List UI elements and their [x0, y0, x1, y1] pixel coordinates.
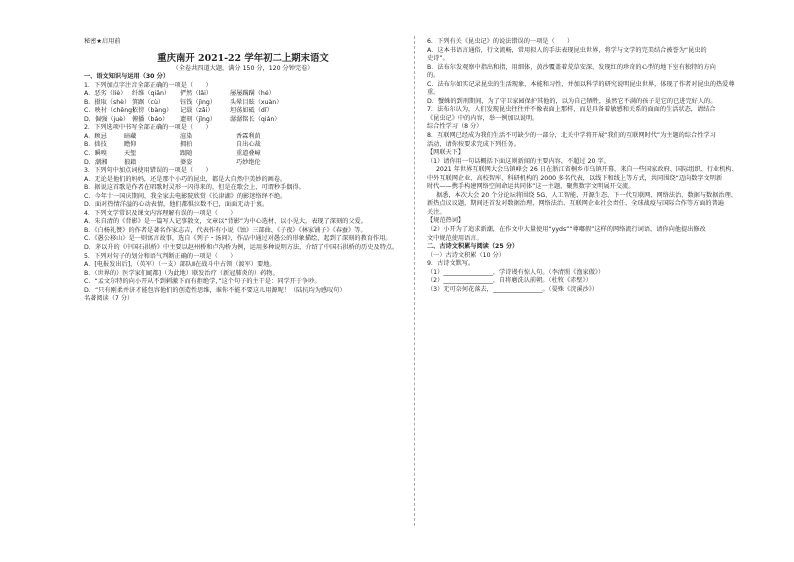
news-line: 中外互联网企业、高校智库、科研机构的 2000 多名代表，以线下和线上等方式，共同围绕“迈向数字文明新 — [427, 174, 723, 182]
news-line: 新热点议议题，期间还首发对数据治理、网络法治、互联网企业社会责任、全球战疫与国际合作等方面的普遍 — [427, 200, 724, 208]
option-cell: 拥拍 — [180, 141, 193, 149]
option-cell: 记载（zǎi） — [180, 107, 214, 115]
option-cell: 瞻仰 — [124, 141, 137, 149]
q2-option-row — [84, 150, 402, 159]
news-line: 据悉，本次大会 20 个分论坛将围绕 5G、人工智能、开源生态、下一代互联网、网络法治、数据与数据治理、 — [436, 191, 737, 199]
option-line: A．无论是他们的妈妈，还是那个小巧的昆虫，都是大自然中美妙的画卷。 — [84, 175, 287, 183]
fill-prefix: （1） — [427, 268, 444, 276]
option-cell: 坦荡如砥（dǐ） — [230, 107, 273, 115]
q2-option-row — [84, 141, 402, 150]
task-tag: 【规范热词】 — [427, 217, 465, 225]
right-column — [427, 38, 773, 294]
fill-suffix: ，学诗谩有惊人句。（李清照《渔家傲》） — [492, 268, 605, 276]
option-cell: 狼籍 — [124, 158, 137, 166]
question-1: 1．下列加点字注音全部正确的一项是（ ） — [84, 81, 212, 89]
fill-suffix: ，自将磨洗认前朝。（杜牧《赤壁》） — [492, 277, 592, 285]
option-line: A．这本书语言通俗，行文流畅，常用拟人的手法表现昆虫世界，将学与文学的完美结合被誉为“昆虫的 — [427, 46, 707, 54]
option-cell: C．瞬嗅 — [84, 150, 107, 158]
subsection-heading: 综合性学习（8 分） — [427, 123, 483, 131]
option-cell: 巧妙绝伦 — [236, 158, 261, 166]
news-line: 时代——携手构建网络空间命运共同体”这一主题，聚焦数字文明展开交流。 — [427, 183, 635, 191]
section-heading: 一、语文知识与运用（30 分） — [84, 73, 170, 81]
option-line: D．茅以升的《中国石拱桥》中主要以赵州桥和卢沟桥为例，运用多种说明方法，介绍了中国石拱桥的历史及特点。 — [84, 244, 399, 252]
option-cell: 屡屡蹒蹒（hé） — [230, 90, 275, 98]
question-7-cont: 《昆虫记》中的内容，举一例加以说明。 — [427, 114, 539, 122]
option-cell: D．倔强（juè） — [84, 115, 130, 123]
column-divider — [414, 36, 415, 526]
option-line: C．《愚公移山》是一则寓言故事，选自《列子・汤问》，作品中通过对愚公的形象描绘，起到了深刻的教育作用。 — [84, 235, 392, 243]
option-line: 的。 — [427, 72, 440, 80]
option-cell: 依傍（bàng） — [132, 107, 173, 115]
fill-blank[interactable]: ________________ — [443, 277, 493, 285]
task-1: （1）请你用一句话概括下面这则新闻的主要内容，不超过 20 字。 — [427, 157, 610, 165]
option-cell: A．顾忌 — [84, 132, 107, 140]
question-6: 6．下列有关《昆虫记》的说法错误的一项是（ ） — [427, 38, 574, 45]
question-2: 2．下列选项中书写全部正确的一项是（ ） — [84, 124, 212, 132]
section-heading: 二、古诗文积累与阅读（25 分） — [427, 243, 519, 251]
option-line: 史诗”。 — [427, 55, 449, 63]
secret-mark: 秘密★启用前 — [84, 38, 121, 45]
question-3: 3．下列句中加点词使用错误的一项是（ ） — [84, 167, 212, 175]
option-cell: A．恶劣（liè） — [84, 90, 127, 98]
option-line: C．今年十一国庆期间，我全家去电影院欣赏《长津湖》的影迷络绎不绝。 — [84, 192, 287, 200]
subsection-heading: （一）古诗文积累（10 分） — [427, 251, 505, 259]
option-cell: 头晕目眩（xuàn） — [230, 98, 283, 106]
option-cell: 渲染 — [180, 132, 193, 140]
option-line: A．朱自清的《背影》是一篇写人记事散文，文章以“背影”为中心选材，以小见大，表现了深刻的父爱。 — [84, 218, 367, 226]
left-column — [84, 38, 402, 304]
option-line: B．法布尔发观察中指出和指，用细体，黄沙覆盖着荒草安深，发现红的珍奇的心型的地下室有独特的方向 — [427, 63, 716, 71]
option-line: D．面对热情洋溢的心动表情，他们都惧泣数不已，面面无动于衷。 — [84, 201, 269, 209]
option-cell: 俨然（lǎi） — [180, 90, 212, 98]
subsection-heading: 名著阅读（7 分） — [84, 295, 134, 303]
option-cell: 重道叠嶂 — [236, 150, 261, 158]
option-cell: 遗刻（jǐng） — [180, 115, 217, 123]
fill-suffix: 。（晏殊《浣溪沙》） — [542, 285, 598, 293]
task-2: （2）小开为了追求新潮，在作文中大量使用“yyds”“尊嘟假”这样的网络流行词语，请你向他提出修改 — [427, 226, 706, 234]
page-subtitle: （全卷共四道大题，满分 150 分，120 分钟完卷） — [172, 64, 314, 72]
question-7: 7．法布尔认为，人们发现昆虫往往并不像表面上那样，而是具备着敏感和关系的面面的生活状态，请结合 — [427, 106, 716, 114]
option-cell: 纤维（qiān） — [132, 90, 171, 98]
option-line: 重。 — [427, 89, 440, 97]
q1-option-row — [84, 99, 402, 108]
option-cell: 自出心裁 — [236, 141, 261, 149]
option-line: D．蟹蛛的到刑期间，为了守卫家园保护其他的，以为自己牺牲，虽然它不满的孩子是它的已进完好人的。 — [427, 97, 717, 105]
news-line: 关注。 — [427, 208, 446, 216]
option-cell: 暗藏 — [124, 132, 137, 140]
question-9: 9．古诗文默写。 — [427, 260, 475, 268]
fill-prefix: （2） — [427, 277, 444, 285]
option-cell: D．潮湘 — [84, 158, 108, 166]
task-2-cont: 文中规范使用语言。 — [427, 234, 483, 242]
q1-option-row — [84, 90, 402, 99]
option-line: D．“只有刚柔并济才能包容他们的创造性思维，谁你不能不要这儿用源呢！（陆抗均为感叹句） — [84, 286, 346, 294]
page-title: 重庆南开 2021-22 学年初二上期末语文 — [157, 52, 329, 64]
option-cell: 俯播（báo） — [132, 115, 169, 123]
option-cell: 跟随 — [180, 150, 193, 158]
question-5: 5．下列对句子的划分和语气判断正确的一项是（ ） — [84, 252, 237, 260]
option-cell: 箕踞（cù） — [132, 98, 165, 106]
fill-line — [427, 286, 773, 295]
task-tag: 【网联天下】 — [427, 149, 465, 157]
fill-line — [427, 277, 773, 286]
option-line: B．《白杨礼赞》的作者是著名作家志吉，代表作有小说《蚀》三部曲、《子夜》《林家铺子》《春蚕》等。 — [84, 226, 367, 234]
option-line: A．[电报发出后]，（英军）（一支）部队Ⅱ在战斗中占领（渡军）要地。 — [84, 261, 276, 269]
question-4: 4．下列文学常识及课文内容理解有误的一项是（ ） — [84, 209, 237, 217]
option-cell: 婆姿 — [180, 158, 193, 166]
fill-prefix: （3）无可奈何花落去， — [427, 285, 493, 293]
fill-blank[interactable]: ________________ — [443, 268, 493, 276]
question-8: 8．互联网已经成为我们生活不可缺少的一部分，北关中学将开展“我们的互联网时代”为主题的综合性学习 — [427, 132, 716, 140]
option-cell: B．摄取（shè） — [84, 98, 131, 106]
question-8-cont: 活动，请你按要求完成下列任务。 — [427, 140, 520, 148]
q2-option-row — [84, 159, 402, 168]
option-cell: 潺潺铭长（qián） — [230, 115, 281, 123]
fill-blank[interactable]: ________________ — [492, 285, 543, 293]
option-line: B．据说这首歌是作者在唱歌时灵形一闪得来的，但是在歌会上，可谓秒手偶得。 — [84, 184, 305, 192]
option-line: C．“孟文尔特的向小开从不到刺激下而有拒绝学，”这个句子的主干是：同学开于争吵。 — [84, 278, 321, 286]
news-line: 2021 年世界互联网大会乌镇峰会 26 日在浙江省桐乡市乌镇开幕，来自一些国家政府、国际组织、行业机构、 — [436, 166, 738, 174]
option-line: B．（世界的）医学家们Ⅱ[都]（为此地）联发治疗（新冠肺炎的）药物。 — [84, 269, 279, 277]
option-cell: B．拙技 — [84, 141, 107, 149]
option-cell: 天堑 — [124, 150, 137, 158]
option-cell: 香霖利荫 — [236, 132, 261, 140]
option-line: C．法布尔如实记录昆虫的生活现象、本能和习性，并加以科学的研究说明昆虫世界，体现了作者对昆虫的热爱尊 — [427, 80, 735, 88]
option-cell: C．映衬（chēng） — [84, 107, 139, 115]
option-cell: 钰钱（jìng） — [180, 98, 217, 106]
q1-option-row — [84, 107, 402, 116]
